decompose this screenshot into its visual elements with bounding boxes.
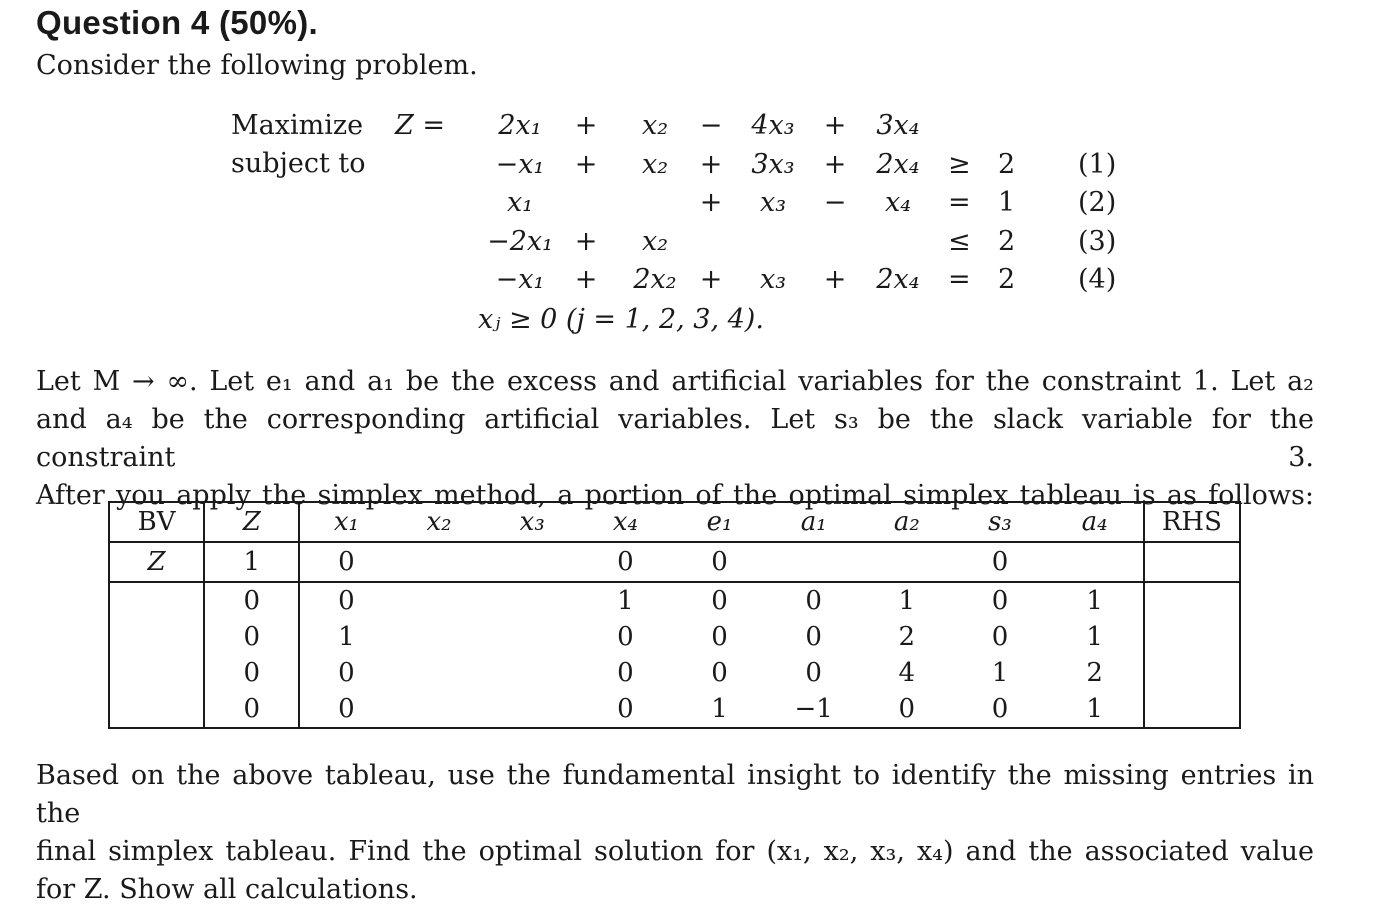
tableau-cell: 0 xyxy=(711,658,728,688)
tableau-cell xyxy=(392,542,485,582)
tableau-cell xyxy=(767,542,860,582)
subject-to-label: subject to xyxy=(231,148,366,179)
tableau-cell xyxy=(486,655,579,691)
description-paragraph xyxy=(36,363,1314,515)
tableau-cell: x₁ xyxy=(299,502,392,542)
tableau-cell: 0 xyxy=(299,542,392,582)
tableau-cell xyxy=(1144,655,1240,691)
lp-operator: + xyxy=(699,187,723,218)
tableau-cell: 2 xyxy=(898,622,916,652)
tableau-cell: 1 xyxy=(1086,622,1103,652)
objective-z-equals: Z = xyxy=(395,110,445,141)
lp-operator: + xyxy=(823,264,847,295)
tableau-cell xyxy=(486,582,579,619)
tableau-cell: Z xyxy=(204,502,299,542)
lp-relation: = xyxy=(948,264,971,295)
tableau-z-row xyxy=(109,542,1240,582)
tableau-cell xyxy=(109,655,204,691)
lp-term: 2x₄ xyxy=(876,148,920,180)
table-row xyxy=(109,582,1240,619)
constraint-label: (2) xyxy=(1078,187,1117,218)
lp-term: x₂ xyxy=(641,225,669,257)
lp-term: x₂ xyxy=(641,148,669,180)
lp-relation: ≤ xyxy=(948,225,971,257)
lp-term: x₄ xyxy=(884,187,912,218)
tableau-cell: 0 xyxy=(204,691,299,728)
tableau-cell: BV xyxy=(109,502,204,542)
lp-rhs: 2 xyxy=(998,225,1016,257)
tableau-cell xyxy=(1144,691,1240,728)
tableau-cell: 1 xyxy=(898,586,916,616)
lp-operator: − xyxy=(823,187,847,218)
lp-term: 2x₄ xyxy=(876,264,920,295)
intro-text: Consider the following problem. xyxy=(36,50,478,81)
tableau-cell: 0 xyxy=(204,582,299,619)
tableau-cell: 0 xyxy=(805,586,822,616)
tableau-cell xyxy=(1144,582,1240,619)
tableau-cell xyxy=(486,619,579,655)
lp-term: 4x₃ xyxy=(751,110,795,141)
tableau-cell xyxy=(109,582,204,619)
tableau-cell: −1 xyxy=(794,694,833,724)
lp-term: x₁ xyxy=(506,187,534,218)
tableau-cell: 0 xyxy=(991,586,1009,616)
tableau-cell xyxy=(392,582,485,619)
tableau-cell xyxy=(486,542,579,582)
lp-term: 2x₁ xyxy=(498,110,542,141)
table-row xyxy=(109,619,1240,655)
tableau-cell: 1 xyxy=(204,542,299,582)
constraint-label: (1) xyxy=(1078,148,1117,180)
tableau-cell xyxy=(392,655,485,691)
lp-operator: + xyxy=(574,110,598,141)
lp-operator: + xyxy=(699,264,723,295)
lp-operator: + xyxy=(699,148,723,180)
constraint-label: (3) xyxy=(1078,225,1117,257)
nonnegativity: xⱼ ≥ 0 (j = 1, 2, 3, 4). xyxy=(478,304,764,335)
lp-term: 3x₄ xyxy=(876,110,920,141)
closing-line: for Z. Show all calculations. xyxy=(36,874,418,905)
tableau-cell: x₄ xyxy=(579,502,672,542)
closing-line: Based on the above tableau, use the fundamental insight to identify the missing entries in the xyxy=(36,760,1314,829)
tableau-cell: RHS xyxy=(1144,502,1240,542)
tableau-cell xyxy=(392,619,485,655)
tableau-cell: 1 xyxy=(617,586,634,616)
tableau-cell: e₁ xyxy=(672,502,767,542)
lp-operator: + xyxy=(823,148,847,180)
maximize-label: Maximize xyxy=(231,110,364,141)
lp-rhs: 2 xyxy=(998,264,1016,295)
tableau-cell xyxy=(486,691,579,728)
tableau-cell: 0 xyxy=(805,622,822,652)
tableau-cell: 0 xyxy=(898,694,916,724)
tableau-cell: 0 xyxy=(805,658,822,688)
closing-paragraph xyxy=(36,757,1314,909)
lp-operator: + xyxy=(823,110,847,141)
tableau-cell: 1 xyxy=(711,694,728,724)
tableau-cell: 1 xyxy=(299,619,392,655)
tableau-cell: 0 xyxy=(711,622,728,652)
lp-rhs: 1 xyxy=(998,187,1016,218)
tableau-cell: 4 xyxy=(898,658,916,688)
tableau-cell xyxy=(109,619,204,655)
tableau-cell: 0 xyxy=(617,694,634,724)
tableau-cell: 0 xyxy=(711,586,728,616)
tableau-cell: 0 xyxy=(991,622,1009,652)
tableau-cell: a₁ xyxy=(767,502,860,542)
lp-operator: + xyxy=(574,264,598,295)
tableau-cell: s₃ xyxy=(953,502,1046,542)
table-row xyxy=(109,691,1240,728)
tableau-cell: 0 xyxy=(953,542,1046,582)
lp-formulation xyxy=(0,0,1394,340)
tableau-cell xyxy=(1144,542,1240,582)
tableau-cell: x₂ xyxy=(392,502,485,542)
tableau-cell: x₃ xyxy=(486,502,579,542)
lp-operator: − xyxy=(699,110,723,141)
tableau-cell: 1 xyxy=(1086,694,1103,724)
tableau-cell: a₄ xyxy=(1047,502,1144,542)
tableau-cell: 1 xyxy=(991,658,1009,688)
tableau-cell: 0 xyxy=(299,582,392,619)
tableau-cell: Z xyxy=(109,542,204,582)
tableau-cell: 2 xyxy=(1086,658,1103,688)
simplex-tableau xyxy=(108,501,1241,729)
lp-operator: + xyxy=(574,225,598,257)
lp-relation: ≥ xyxy=(948,148,971,180)
lp-term: −2x₁ xyxy=(487,225,553,257)
tableau-cell xyxy=(392,691,485,728)
tableau-header-row xyxy=(109,502,1240,542)
description-line: and a₄ be the corresponding artificial variables. Let s₃ be the slack variable for the constraint 3. xyxy=(36,404,1314,473)
lp-operator: + xyxy=(574,148,598,180)
tableau-cell: a₂ xyxy=(860,502,953,542)
tableau-cell: 0 xyxy=(299,655,392,691)
lp-term: x₂ xyxy=(641,110,669,141)
lp-term: x₃ xyxy=(759,187,787,218)
lp-term: −x₁ xyxy=(495,264,545,295)
lp-term: −x₁ xyxy=(495,148,545,180)
question-title: Question 4 (50%). xyxy=(36,4,318,41)
description-line: Let M → ∞. Let e₁ and a₁ be the excess and artificial variables for the constraint 1. Let a₂ xyxy=(36,366,1314,397)
table-row xyxy=(109,655,1240,691)
tableau-cell xyxy=(1144,619,1240,655)
tableau-cell: 0 xyxy=(299,691,392,728)
tableau-cell xyxy=(860,542,953,582)
lp-term: 3x₃ xyxy=(751,148,795,180)
tableau-cell: 0 xyxy=(579,542,672,582)
tableau-cell: 0 xyxy=(204,655,299,691)
tableau-cell: 0 xyxy=(617,622,634,652)
closing-line: final simplex tableau. Find the optimal solution for (x₁, x₂, x₃, x₄) and the associated value xyxy=(36,836,1314,867)
tableau-cell: 0 xyxy=(617,658,634,688)
tableau-cell: 0 xyxy=(204,619,299,655)
description-line: After you apply the simplex method, a portion of the optimal simplex tableau is as follows: xyxy=(36,480,1314,511)
tableau-cell: 0 xyxy=(991,694,1009,724)
lp-relation: = xyxy=(948,187,971,218)
lp-term: 2x₂ xyxy=(633,264,677,295)
tableau-cell xyxy=(1047,542,1144,582)
lp-rhs: 2 xyxy=(998,148,1016,180)
tableau-cell: 0 xyxy=(672,542,767,582)
tableau-cell: 1 xyxy=(1086,586,1103,616)
lp-term: x₃ xyxy=(759,264,787,295)
tableau-cell xyxy=(109,691,204,728)
constraint-label: (4) xyxy=(1078,264,1117,295)
